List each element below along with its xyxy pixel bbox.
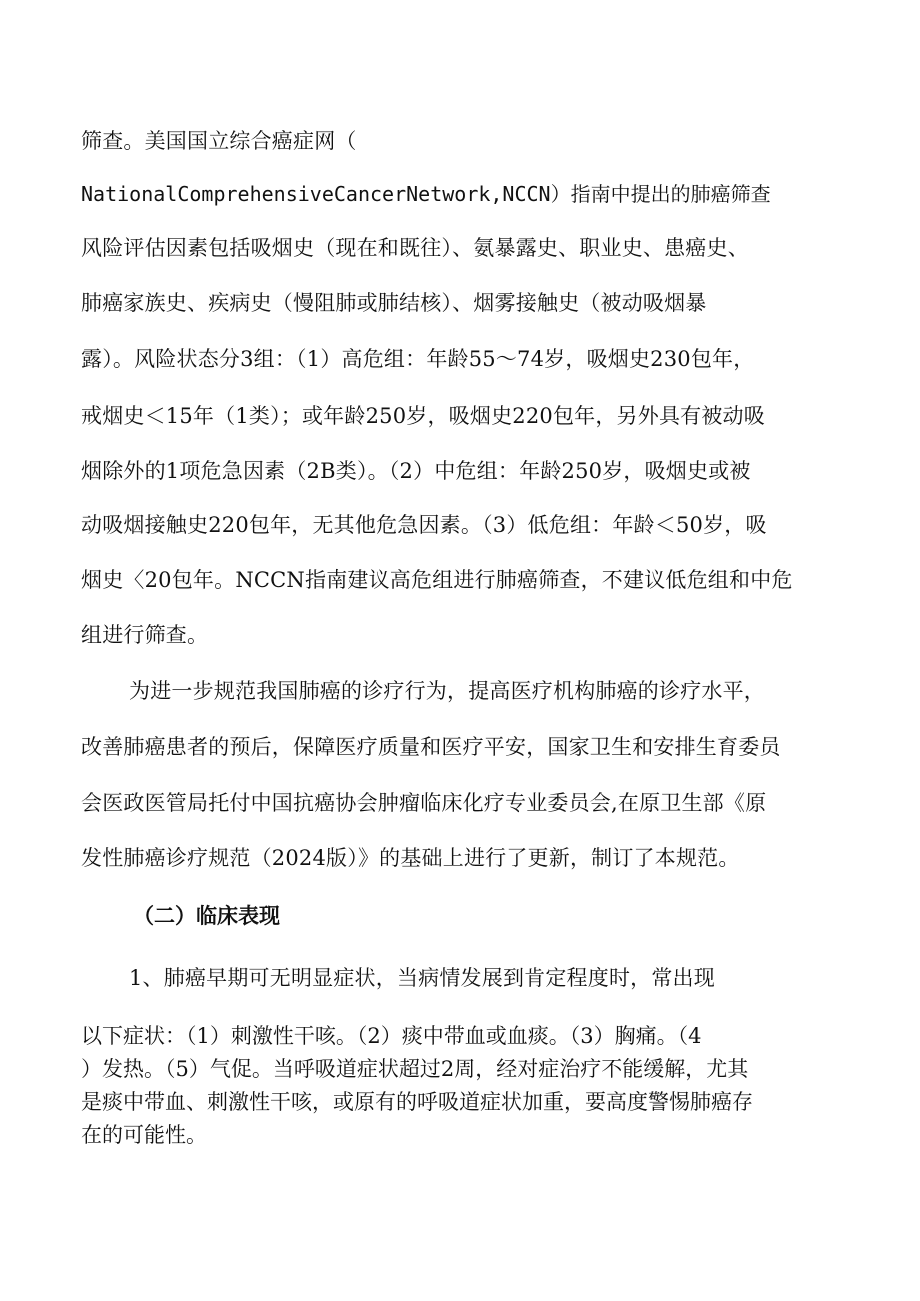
paragraph-2-line-2: 改善肺癌患者的预后，保障医疗质量和医疗平安，国家卫生和安排生育委员 — [81, 735, 781, 759]
paragraph-1-line-9: 烟史〈20包年。NCCN指南建议高危组进行肺癌筛查，不建议低危组和中危 — [81, 568, 793, 592]
section-heading: （二）临床表现 — [133, 904, 280, 928]
paragraph-3-first-line: 1、肺癌早期可无明显症状，当病情发展到肯定程度时，常出现 — [129, 966, 715, 990]
paragraph-2-line-3: 会医政医管局托付中国抗癌协会肿瘤临床化疗专业委员会,在原卫生部《原 — [81, 791, 767, 815]
paragraph-1-line-7: 烟除外的1项危急因素（2B类）。（2）中危组：年龄250岁，吸烟史或被 — [81, 459, 751, 483]
paragraph-1-line-6: 戒烟史＜15年（1类）；或年龄250岁，吸烟史220包年，另外具有被动吸 — [81, 404, 765, 428]
paragraph-1-line-4: 肺癌家族史、疾病史（慢阻肺或肺结核）、烟雾接触史（被动吸烟暴 — [81, 291, 707, 315]
paragraph-2-line-1: 为进一步规范我国肺癌的诊疗行为，提高医疗机构肺癌的诊疗水平， — [129, 679, 765, 703]
paragraph-1-line-5: 露）。风险状态分3组：（1）高危组：年龄55～74岁，吸烟史230包年， — [81, 347, 755, 371]
paragraph-1-line-1: 筛查。美国国立综合癌症网（ — [81, 129, 357, 153]
paragraph-1-line-2: NationalComprehensiveCancerNetwork,NCCN）指南中提出的肺癌筛查 — [81, 182, 771, 206]
paragraph-3-line-4: 在的可能性。 — [81, 1123, 207, 1147]
paragraph-1-line-10: 组进行筛查。 — [81, 623, 209, 647]
paragraph-1-line-3: 风险评估因素包括吸烟史（现在和既往）、氨暴露史、职业史、患癌史、 — [81, 236, 749, 260]
paragraph-3-line-2: ）发热。（5）气促。当呼吸道症状超过2周，经对症治疗不能缓解，尤其 — [81, 1057, 749, 1081]
paragraph-1-line-8: 动吸烟接触史220包年，无其他危急因素。（3）低危组：年龄＜50岁，吸 — [81, 513, 767, 537]
paragraph-3-line-1: 以下症状：（1）刺激性干咳。（2）痰中带血或血痰。（3）胸痛。（4 — [81, 1024, 702, 1048]
paragraph-3-line-3: 是痰中带血、刺激性干咳，或原有的呼吸道症状加重，要高度警惕肺癌存 — [81, 1090, 753, 1114]
paragraph-2-line-4: 发性肺癌诊疗规范（2024版）》的基础上进行了更新，制订了本规范。 — [81, 846, 740, 870]
